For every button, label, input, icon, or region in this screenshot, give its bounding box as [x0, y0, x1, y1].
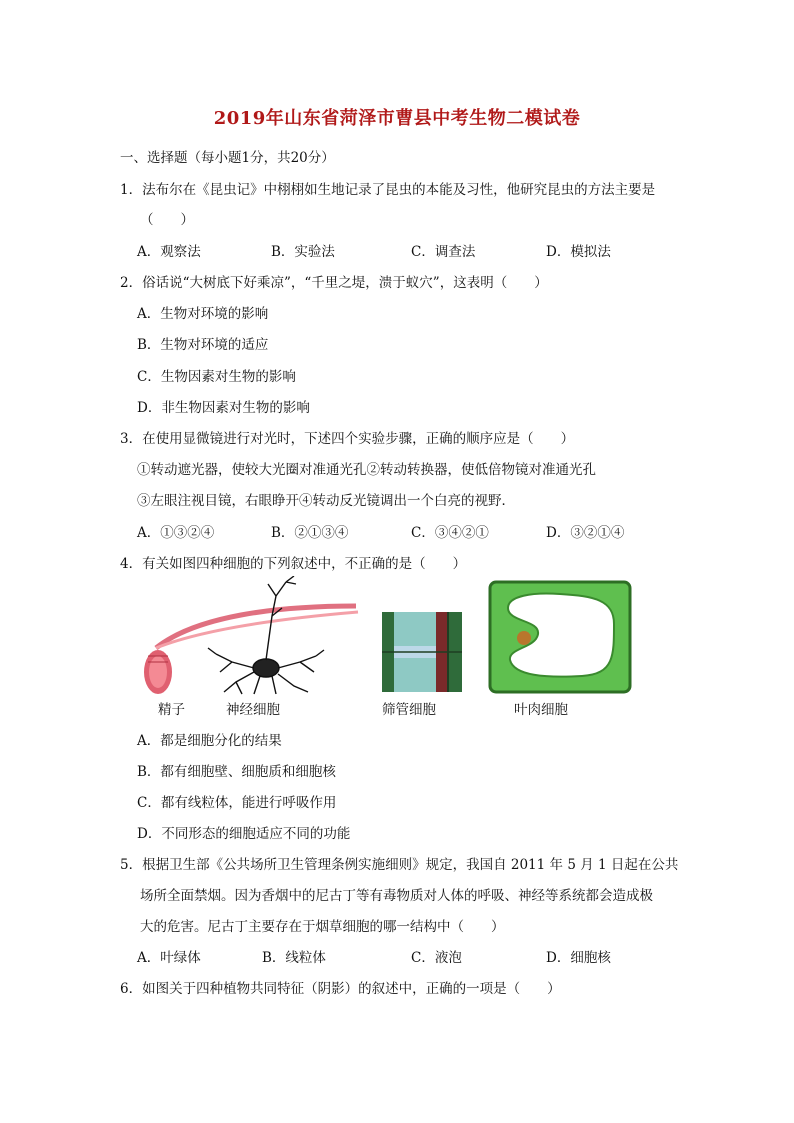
q3-option-c[interactable]: C．③④②① [411, 525, 489, 541]
q4-stem: 4．有关如图四种细胞的下列叙述中，不正确的是（ ） [120, 556, 467, 572]
sieve-tube-illustration [382, 612, 462, 692]
q2-option-c[interactable]: C．生物因素对生物的影响 [137, 369, 296, 385]
sperm-cell-illustration [144, 606, 358, 694]
q2-option-d[interactable]: D．非生物因素对生物的影响 [137, 400, 310, 416]
q1-option-a[interactable]: A．观察法 [137, 244, 201, 260]
q5-stem-line3: 大的危害。尼古丁主要存在于烟草细胞的哪一结构中（ ） [140, 919, 505, 935]
neuron-illustration [208, 576, 324, 694]
q3-steps-line1: ①转动遮光器，使较大光圈对准通光孔②转动转换器，使低倍物镜对准通光孔 [137, 462, 596, 478]
q3-steps-line2: ③左眼注视目镜，右眼睁开④转动反光镜调出一个白亮的视野． [137, 493, 515, 509]
q1-stem: 1．法布尔在《昆虫记》中栩栩如生地记录了昆虫的本能及习性，他研究昆虫的方法主要是 [120, 182, 656, 198]
q1-option-d[interactable]: D．模拟法 [546, 244, 611, 260]
q2-option-b[interactable]: B．生物对环境的适应 [137, 337, 269, 353]
q3-option-a[interactable]: A．①③②④ [137, 525, 215, 541]
section-heading: 一、选择题（每小题1分，共20分） [120, 150, 335, 166]
page-title: 2019年山东省菏泽市曹县中考生物二模试卷 [213, 108, 581, 129]
q1-answer-paren: （ ） [140, 212, 194, 228]
q5-option-a[interactable]: A．叶绿体 [137, 950, 201, 966]
q5-stem-line1: 5．根据卫生部《公共场所卫生管理条例实施细则》规定，我国自 2011 年 5 月 1 日起在公共 [120, 857, 679, 873]
four-cells-figure [136, 576, 636, 698]
figure-label-neuron: 神经细胞 [226, 702, 280, 718]
q4-option-d[interactable]: D．不同形态的细胞适应不同的功能 [137, 826, 351, 842]
q5-option-c[interactable]: C．液泡 [411, 950, 462, 966]
q2-option-a[interactable]: A．生物对环境的影响 [137, 306, 269, 322]
q3-option-b[interactable]: B．②①③④ [271, 525, 349, 541]
q2-stem: 2．俗话说“大树底下好乘凉”，“千里之堤，溃于蚁穴”，这表明（ ） [120, 275, 548, 291]
figure-label-mesophyll: 叶肉细胞 [514, 702, 568, 718]
q3-stem: 3．在使用显微镜进行对光时，下述四个实验步骤，正确的顺序应是（ ） [120, 431, 575, 447]
q1-option-b[interactable]: B．实验法 [271, 244, 335, 260]
q4-option-a[interactable]: A．都是细胞分化的结果 [137, 733, 282, 749]
q3-option-d[interactable]: D．③②①④ [546, 525, 625, 541]
figure-label-sieve-tube: 筛管细胞 [382, 702, 436, 718]
q1-option-c[interactable]: C．调查法 [411, 244, 476, 260]
mesophyll-cell-illustration [490, 582, 630, 692]
q6-stem: 6．如图关于四种植物共同特征（阴影）的叙述中，正确的一项是（ ） [120, 981, 561, 997]
q4-option-c[interactable]: C．都有线粒体，能进行呼吸作用 [137, 795, 337, 811]
q5-option-d[interactable]: D．细胞核 [546, 950, 611, 966]
q5-option-b[interactable]: B．线粒体 [262, 950, 326, 966]
figure-label-sperm: 精子 [158, 702, 185, 718]
q4-option-b[interactable]: B．都有细胞壁、细胞质和细胞核 [137, 764, 336, 780]
q5-stem-line2: 场所全面禁烟。因为香烟中的尼古丁等有毒物质对人体的呼吸、神经等系统都会造成极 [140, 888, 653, 904]
